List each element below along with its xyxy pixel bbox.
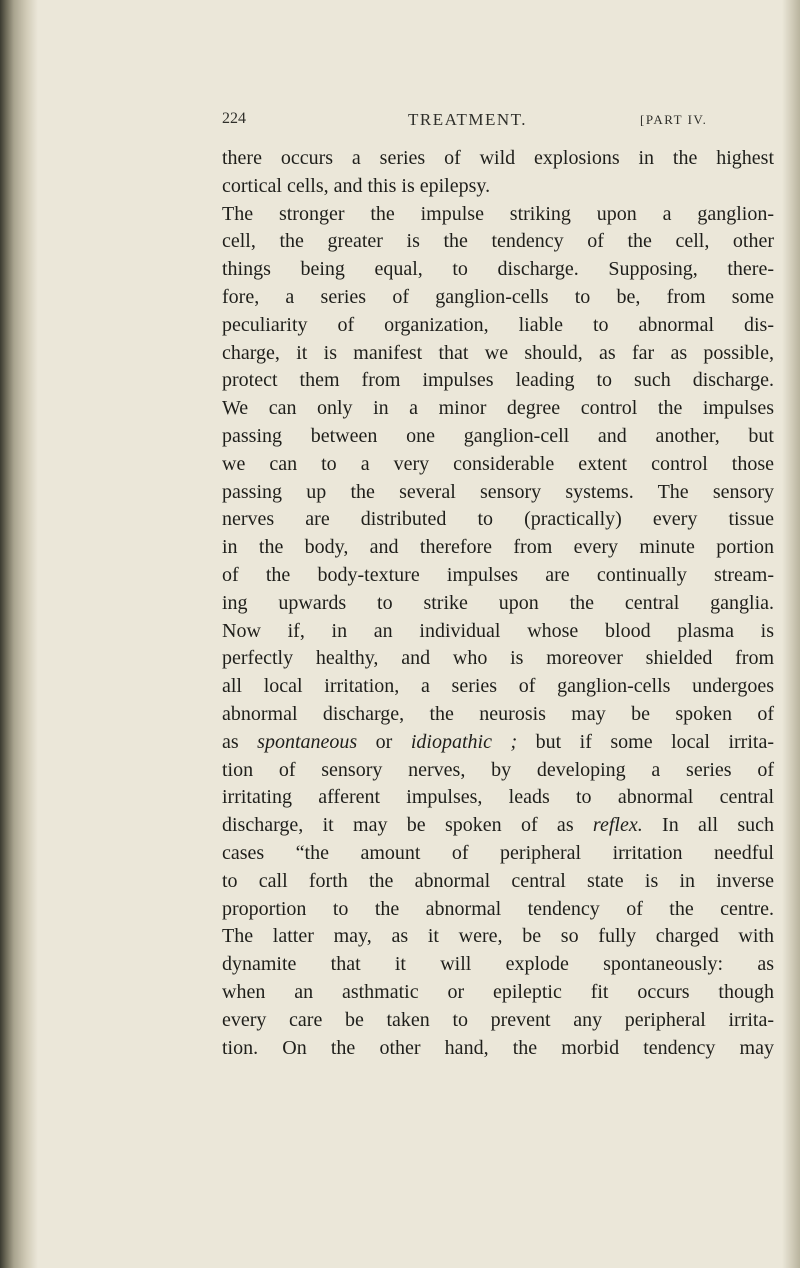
- text-line: abnormal discharge, the neurosis may be spoken of: [222, 702, 774, 725]
- text-line: to call forth the abnormal central state is in inverse: [222, 869, 774, 892]
- text-line-with-italics: [222, 812, 774, 840]
- line-text: discharge, it may be spoken of as: [222, 814, 593, 837]
- running-header: [222, 110, 770, 136]
- text-line: protect them from impulses leading to such discharge.: [222, 369, 774, 392]
- text-line-with-italics: [222, 729, 774, 757]
- italic-term-reflex: reflex.: [592, 814, 643, 837]
- part-label: [PART IV.: [640, 112, 708, 127]
- text-line: perfectly healthy, and who is moreover shielded from: [222, 647, 774, 670]
- text-line: The latter may, as it were, be so fully charged with: [222, 925, 774, 948]
- text-line: cortical cells, and this is epilepsy.: [222, 174, 491, 197]
- text-line: tion. On the other hand, the morbid tendency may: [222, 1036, 774, 1059]
- text-line: there occurs a series of wild explosions in the highest: [222, 147, 774, 169]
- text-line: passing between one ganglion-cell and another, but: [222, 424, 774, 447]
- text-line: all local irritation, a series of ganglion-cells undergoes: [222, 675, 774, 698]
- line-text: or: [357, 730, 411, 753]
- italic-term-spontaneous: spontaneous: [257, 730, 358, 753]
- text-line: passing up the several sensory systems. The sensory: [222, 480, 774, 503]
- text-line: ing upwards to strike upon the central ganglia.: [222, 591, 774, 614]
- running-title: TREATMENT.: [408, 110, 528, 129]
- text-line: nerves are distributed to (practically) every tissue: [222, 508, 774, 531]
- text-line: in the body, and therefore from every minute portion: [222, 536, 774, 559]
- italic-term-idiopathic: idiopathic ;: [410, 730, 518, 753]
- binding-gutter: [0, 0, 38, 1268]
- text-line: Now if, in an individual whose blood plasma is: [222, 619, 774, 642]
- text-line: tion of sensory nerves, by developing a series of: [222, 758, 774, 781]
- line-text: In all such: [642, 814, 774, 837]
- page-edge: [782, 0, 800, 1268]
- text-line: we can to a very considerable extent control those: [222, 452, 774, 475]
- text-line: things being equal, to discharge. Supposing, there-: [222, 258, 774, 281]
- text-line: fore, a series of ganglion-cells to be, from some: [222, 285, 774, 308]
- line-text: but if some local irrita-: [517, 730, 774, 753]
- text-line: The stronger the impulse striking upon a ganglion-: [222, 202, 774, 225]
- text-line: irritating afferent impulses, leads to abnormal central: [222, 786, 774, 809]
- text-line: cases “the amount of peripheral irritation needful: [222, 841, 774, 864]
- text-line: dynamite that it will explode spontaneously: as: [222, 953, 774, 976]
- text-line: when an asthmatic or epileptic fit occurs though: [222, 980, 774, 1003]
- text-line: cell, the greater is the tendency of the cell, other: [222, 230, 774, 253]
- line-text: as: [222, 730, 258, 753]
- body-text: [222, 145, 774, 1062]
- text-line: every care be taken to prevent any peripheral irrita-: [222, 1008, 774, 1031]
- page-number: 224: [222, 110, 246, 127]
- text-line: proportion to the abnormal tendency of the centre.: [222, 897, 774, 920]
- text-line: of the body-texture impulses are continually stream-: [222, 563, 774, 586]
- text-line: peculiarity of organization, liable to abnormal dis-: [222, 313, 774, 336]
- text-line: charge, it is manifest that we should, as far as possible,: [222, 341, 774, 364]
- text-line: We can only in a minor degree control the impulses: [222, 397, 774, 420]
